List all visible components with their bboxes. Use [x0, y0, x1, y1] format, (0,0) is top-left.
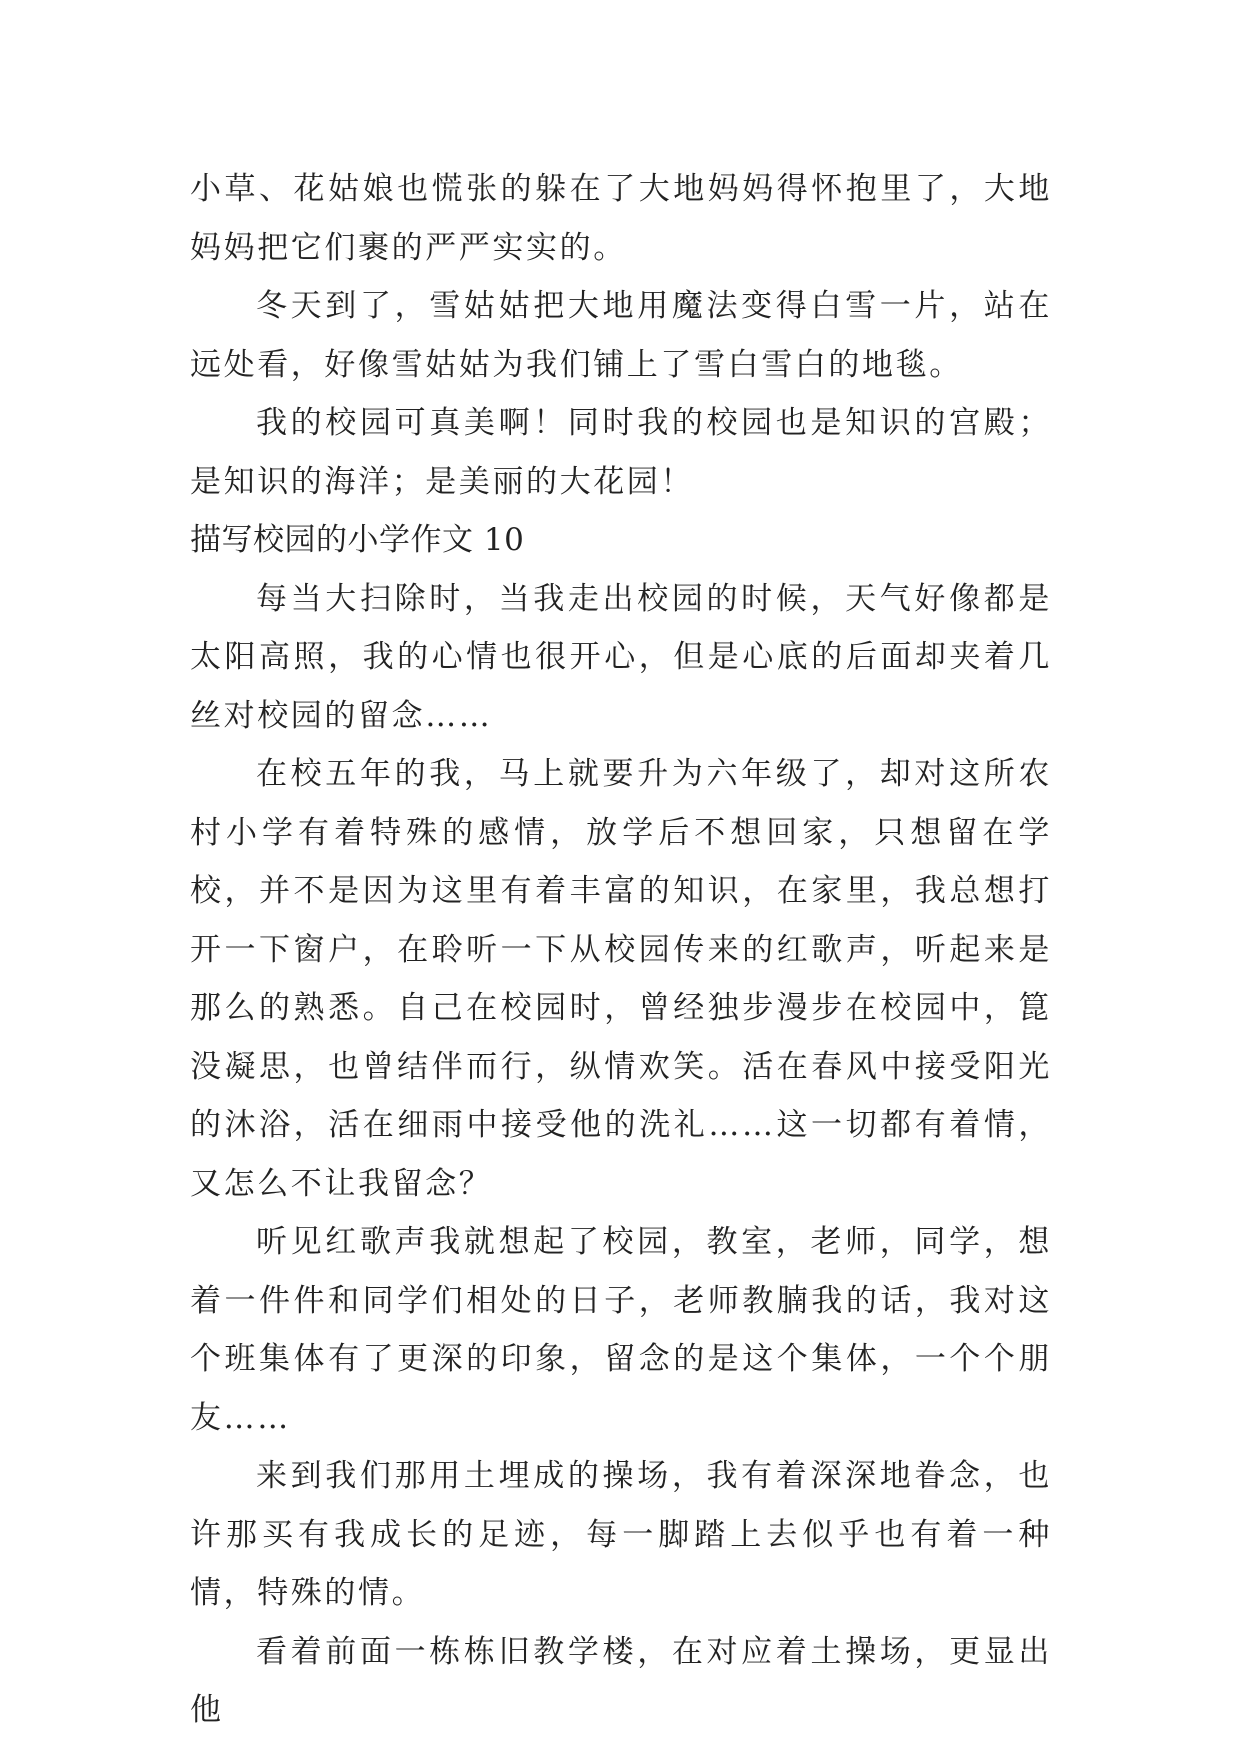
paragraph-playground: 来到我们那用土埋成的操场，我有着深深地眷念，也许那买有我成长的足迹，每一脚踏上去似乎也有着一种情，特殊的情。: [190, 1458, 1052, 1611]
paragraph-red-songs: 听见红歌声我就想起了校园，教室，老师，同学，想着一件件和同学们相处的日子，老师教腩我的话，我对这个班集体有了更深的印象，留念的是这个集体，一个个朋友……: [190, 1224, 1052, 1436]
document-body: [190, 160, 1052, 1740]
paragraph-five-years: 在校五年的我，马上就要升为六年级了，却对这所农村小学有着特殊的感情，放学后不想回家，只想留在学校，并不是因为这里有着丰富的知识，在家里，我总想打开一下窗户，在聆听一下从校园传来的红歌声，听起来是那么的熟悉。自己在校园时，曾经独步漫步在校园中，箟没凝思，也曾结伴而行，纵情欢笑。活在春风中接受阳光的沐浴，活在细雨中接受他的洗礼……这一切都有着情，又怎么不让我留念？: [190, 756, 1052, 1202]
paragraph-continued: 小草、花姑娘也慌张的躲在了大地妈妈得怀抱里了，大地妈妈把它们裹的严严实实的。: [190, 171, 1052, 266]
section-heading: 描写校园的小学作文 10: [190, 522, 525, 558]
paragraph-cleaning: 每当大扫除时，当我走出校园的时候，天气好像都是太阳高照，我的心情也很开心，但是心底的后面却夹着几丝对校园的留念……: [190, 580, 1052, 734]
paragraph-old-buildings: 看着前面一栋栋旧教学楼，在对应着土操场，更显出他: [190, 1633, 1052, 1728]
paragraph-winter: 冬天到了，雪姑姑把大地用魔法变得白雪一片，站在远处看，好像雪姑姑为我们铺上了雪白雪白的地毯。: [190, 288, 1052, 383]
paragraph-campus-beauty: 我的校园可真美啊！同时我的校园也是知识的宫殿；是知识的海洋；是美丽的大花园！: [190, 405, 1052, 500]
